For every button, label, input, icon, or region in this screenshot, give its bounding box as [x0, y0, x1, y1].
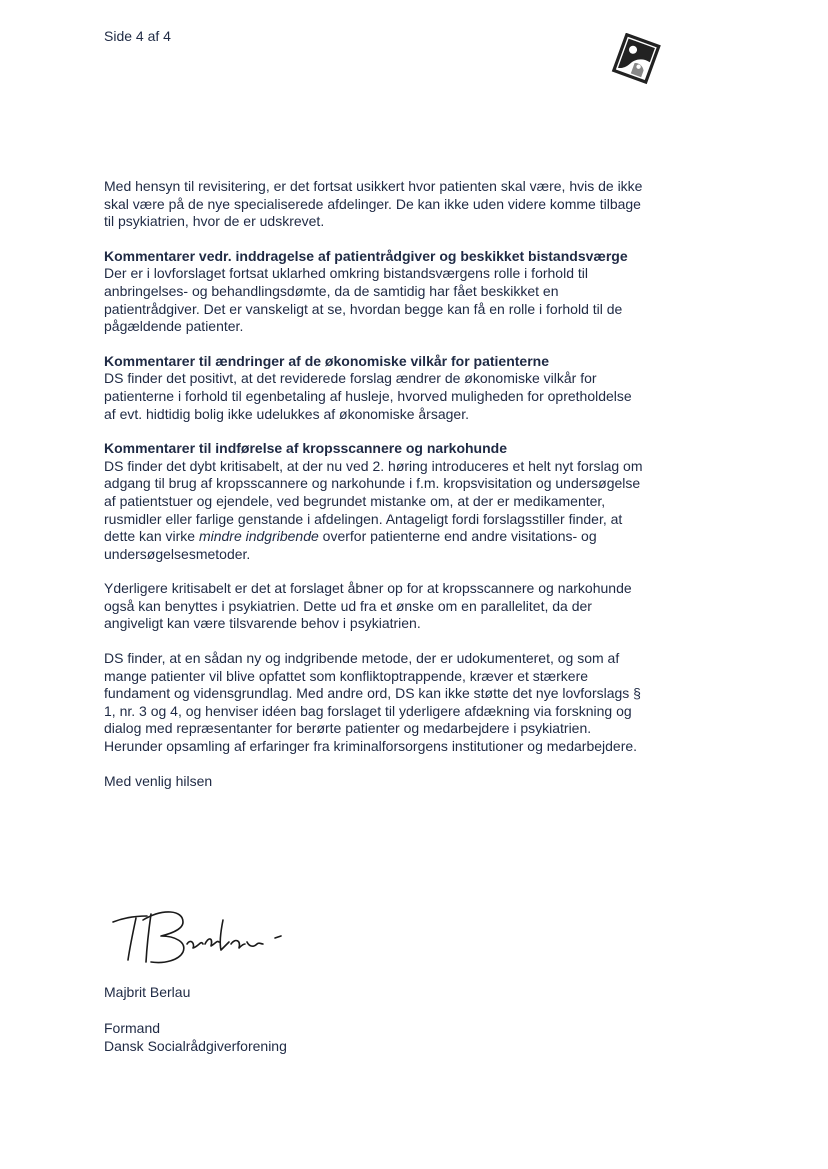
page-number: Side 4 af 4: [104, 28, 171, 44]
section-body-start: DS finder det dybt kritisabelt, at der nu ved 2. høring introduceres et helt nyt forslag om adgang til brug af kropsscannere og narkohunde i f.m. kropsvisitation og undersøgelse af patientstuer og ejendele, ved begrundet mistanke om, at der er medikamenter, rusmidler eller farlige genstande i afdelingen. Antageligt fordi forslagsstiller finder, at dette kan virke: [104, 457, 643, 545]
letter-body: [104, 178, 644, 790]
section-heading: Kommentarer til ændringer af de økonomiske vilkår for patienterne: [104, 352, 549, 369]
intro-paragraph: Med hensyn til revisitering, er det fortsat usikkert hvor patienten skal være, hvis de ikke skal være på de nye specialiserede afdelinger. De kan ikke uden videre komme tilbage til psykiatrien, hvor de er udskrevet.: [104, 178, 643, 230]
section-body: [104, 458, 644, 564]
closing-greeting: Med venlig hilsen: [104, 772, 213, 789]
section-heading: Kommentarer vedr. inddragelse af patientrådgiver og beskikket bistandsværge: [104, 247, 628, 264]
signer-organization: Dansk Socialrådgiverforening: [104, 1038, 287, 1054]
section-economic-terms: [104, 353, 644, 423]
handwritten-signature: [103, 900, 303, 972]
section-body: Der er i lovforslaget fortsat uklarhed omkring bistandsværgens rolle i forhold til anbringelses- og behandlingsdømte, da de samtidig har fået beskikket en patientrådgiver. Det er vanskeligt at se, hvordan begge kan få en rolle i forhold til de pågældende patienter.: [104, 265, 623, 335]
paragraph-further-criticism: Yderligere kritisabelt er det at forslaget åbner op for at kropsscannere og narkohunde også kan benyttes i psykiatrien. Dette ud fra et ønske om en parallelitet, da der angiveligt kan være tilsvarende behov i psykiatrien.: [104, 580, 632, 632]
section-body-emphasis: mindre indgribende: [198, 528, 319, 545]
signer-title: Formand: [104, 1020, 161, 1036]
signer-name: Majbrit Berlau: [104, 984, 191, 1000]
section-heading: Kommentarer til indførelse af kropsscannere og narkohunde: [104, 440, 507, 457]
section-patient-advisor: [104, 248, 644, 336]
paragraph-conclusion: DS finder, at en sådan ny og indgribende metode, der er udokumenteret, og som af mange patienter vil blive opfattet som konfliktoptrappende, kræver et stærkere fundament og vidensgrundlag. Med andre ord, DS kan ikke støtte det nye lovforslags § 1, nr. 3 og 4, og henviser idéen bag forslaget til yderligere afdækning via forskning og dialog med repræsentanter for berørte patienter og medarbejdere i psykiatrien. Herunder opsamling af erfaringer fra kriminalforsorgens institutioner og medarbejdere.: [104, 650, 641, 755]
organization-logo-icon: [605, 33, 665, 85]
section-body-scanners: [104, 440, 644, 563]
section-body: DS finder det positivt, at det reviderede forslag ændrer de økonomiske vilkår for patienterne i forhold til egenbetaling af husleje, hvorved muligheden for opretholdelse af evt. hidtidig bolig ikke udelukkes af økonomiske årsager.: [104, 370, 632, 422]
section-body-end: overfor patienterne end andre visitations- og undersøgelsesmetoder.: [104, 528, 597, 562]
